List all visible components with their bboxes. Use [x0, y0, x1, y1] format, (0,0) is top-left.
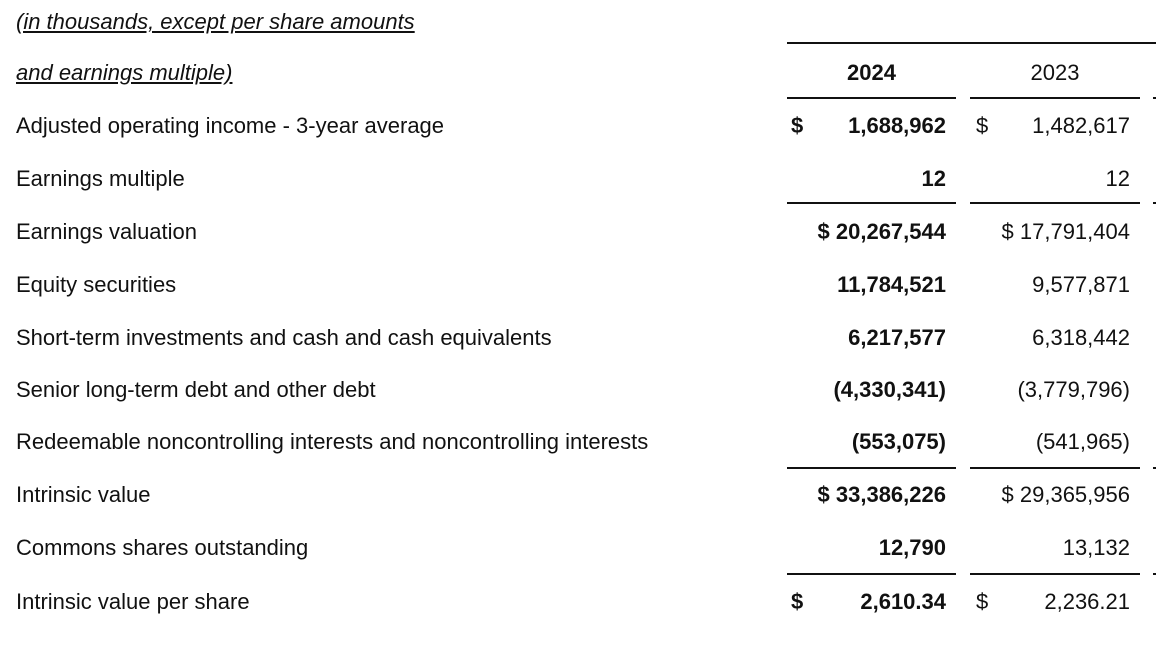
value-2024: 6,217,577 — [848, 325, 946, 350]
value-2023: 1,482,617 — [1032, 113, 1130, 138]
value-2024: 11,784,521 — [837, 272, 946, 297]
value-2023: (541,965) — [1035, 429, 1130, 454]
value-2023: 6,318,442 — [1032, 325, 1130, 350]
row-label: Commons shares outstanding — [16, 535, 309, 560]
dollar-sign-2023: $ — [976, 589, 989, 614]
column-header-2023: 2023 — [1030, 60, 1080, 85]
row-label: Intrinsic value — [16, 482, 151, 507]
row-label: Adjusted operating income - 3-year average — [16, 113, 445, 138]
top-rule — [787, 42, 1156, 44]
underline-rule — [787, 202, 956, 204]
dollar-sign-2023: $ — [976, 113, 989, 138]
value-2023: 2,236.21 — [1044, 589, 1130, 614]
row-label: Short-term investments and cash and cash equivalents — [16, 325, 552, 350]
table-unit-note-line1: (in thousands, except per share amounts — [16, 9, 415, 34]
value-2023: $ 29,365,956 — [1001, 482, 1130, 507]
value-2024: (553,075) — [851, 429, 946, 454]
underline-rule — [970, 202, 1140, 204]
underline-rule — [970, 573, 1140, 575]
value-2023: (3,779,796) — [1017, 377, 1130, 402]
value-2024: $ 33,386,226 — [817, 482, 946, 507]
row-label: Earnings multiple — [16, 166, 185, 191]
value-2023: 13,132 — [1062, 535, 1130, 560]
row-label: Redeemable noncontrolling interests and noncontrolling interests — [16, 429, 649, 454]
table-unit-note-line2: and earnings multiple) — [16, 60, 233, 85]
column-header-2024: 2024 — [847, 60, 896, 85]
value-2023: 12 — [1105, 166, 1130, 191]
underline-rule — [970, 467, 1140, 469]
underline-rule — [787, 573, 956, 575]
value-2024: 1,688,962 — [848, 113, 946, 138]
value-2023: 9,577,871 — [1032, 272, 1130, 297]
value-2023: $ 17,791,404 — [1001, 219, 1130, 244]
row-label: Earnings valuation — [16, 219, 198, 244]
underline-rule — [787, 97, 956, 99]
row-label: Intrinsic value per share — [16, 589, 250, 614]
value-2024: 12,790 — [878, 535, 946, 560]
row-label: Senior long-term debt and other debt — [16, 377, 376, 402]
value-2024: 12 — [921, 166, 946, 191]
dollar-sign-2024: $ — [791, 589, 804, 614]
value-2024: 2,610.34 — [860, 589, 946, 614]
row-label: Equity securities — [16, 272, 177, 297]
value-2024: (4,330,341) — [833, 377, 946, 402]
underline-rule — [787, 467, 956, 469]
underline-rule — [970, 97, 1140, 99]
value-2024: $ 20,267,544 — [817, 219, 946, 244]
dollar-sign-2024: $ — [791, 113, 804, 138]
